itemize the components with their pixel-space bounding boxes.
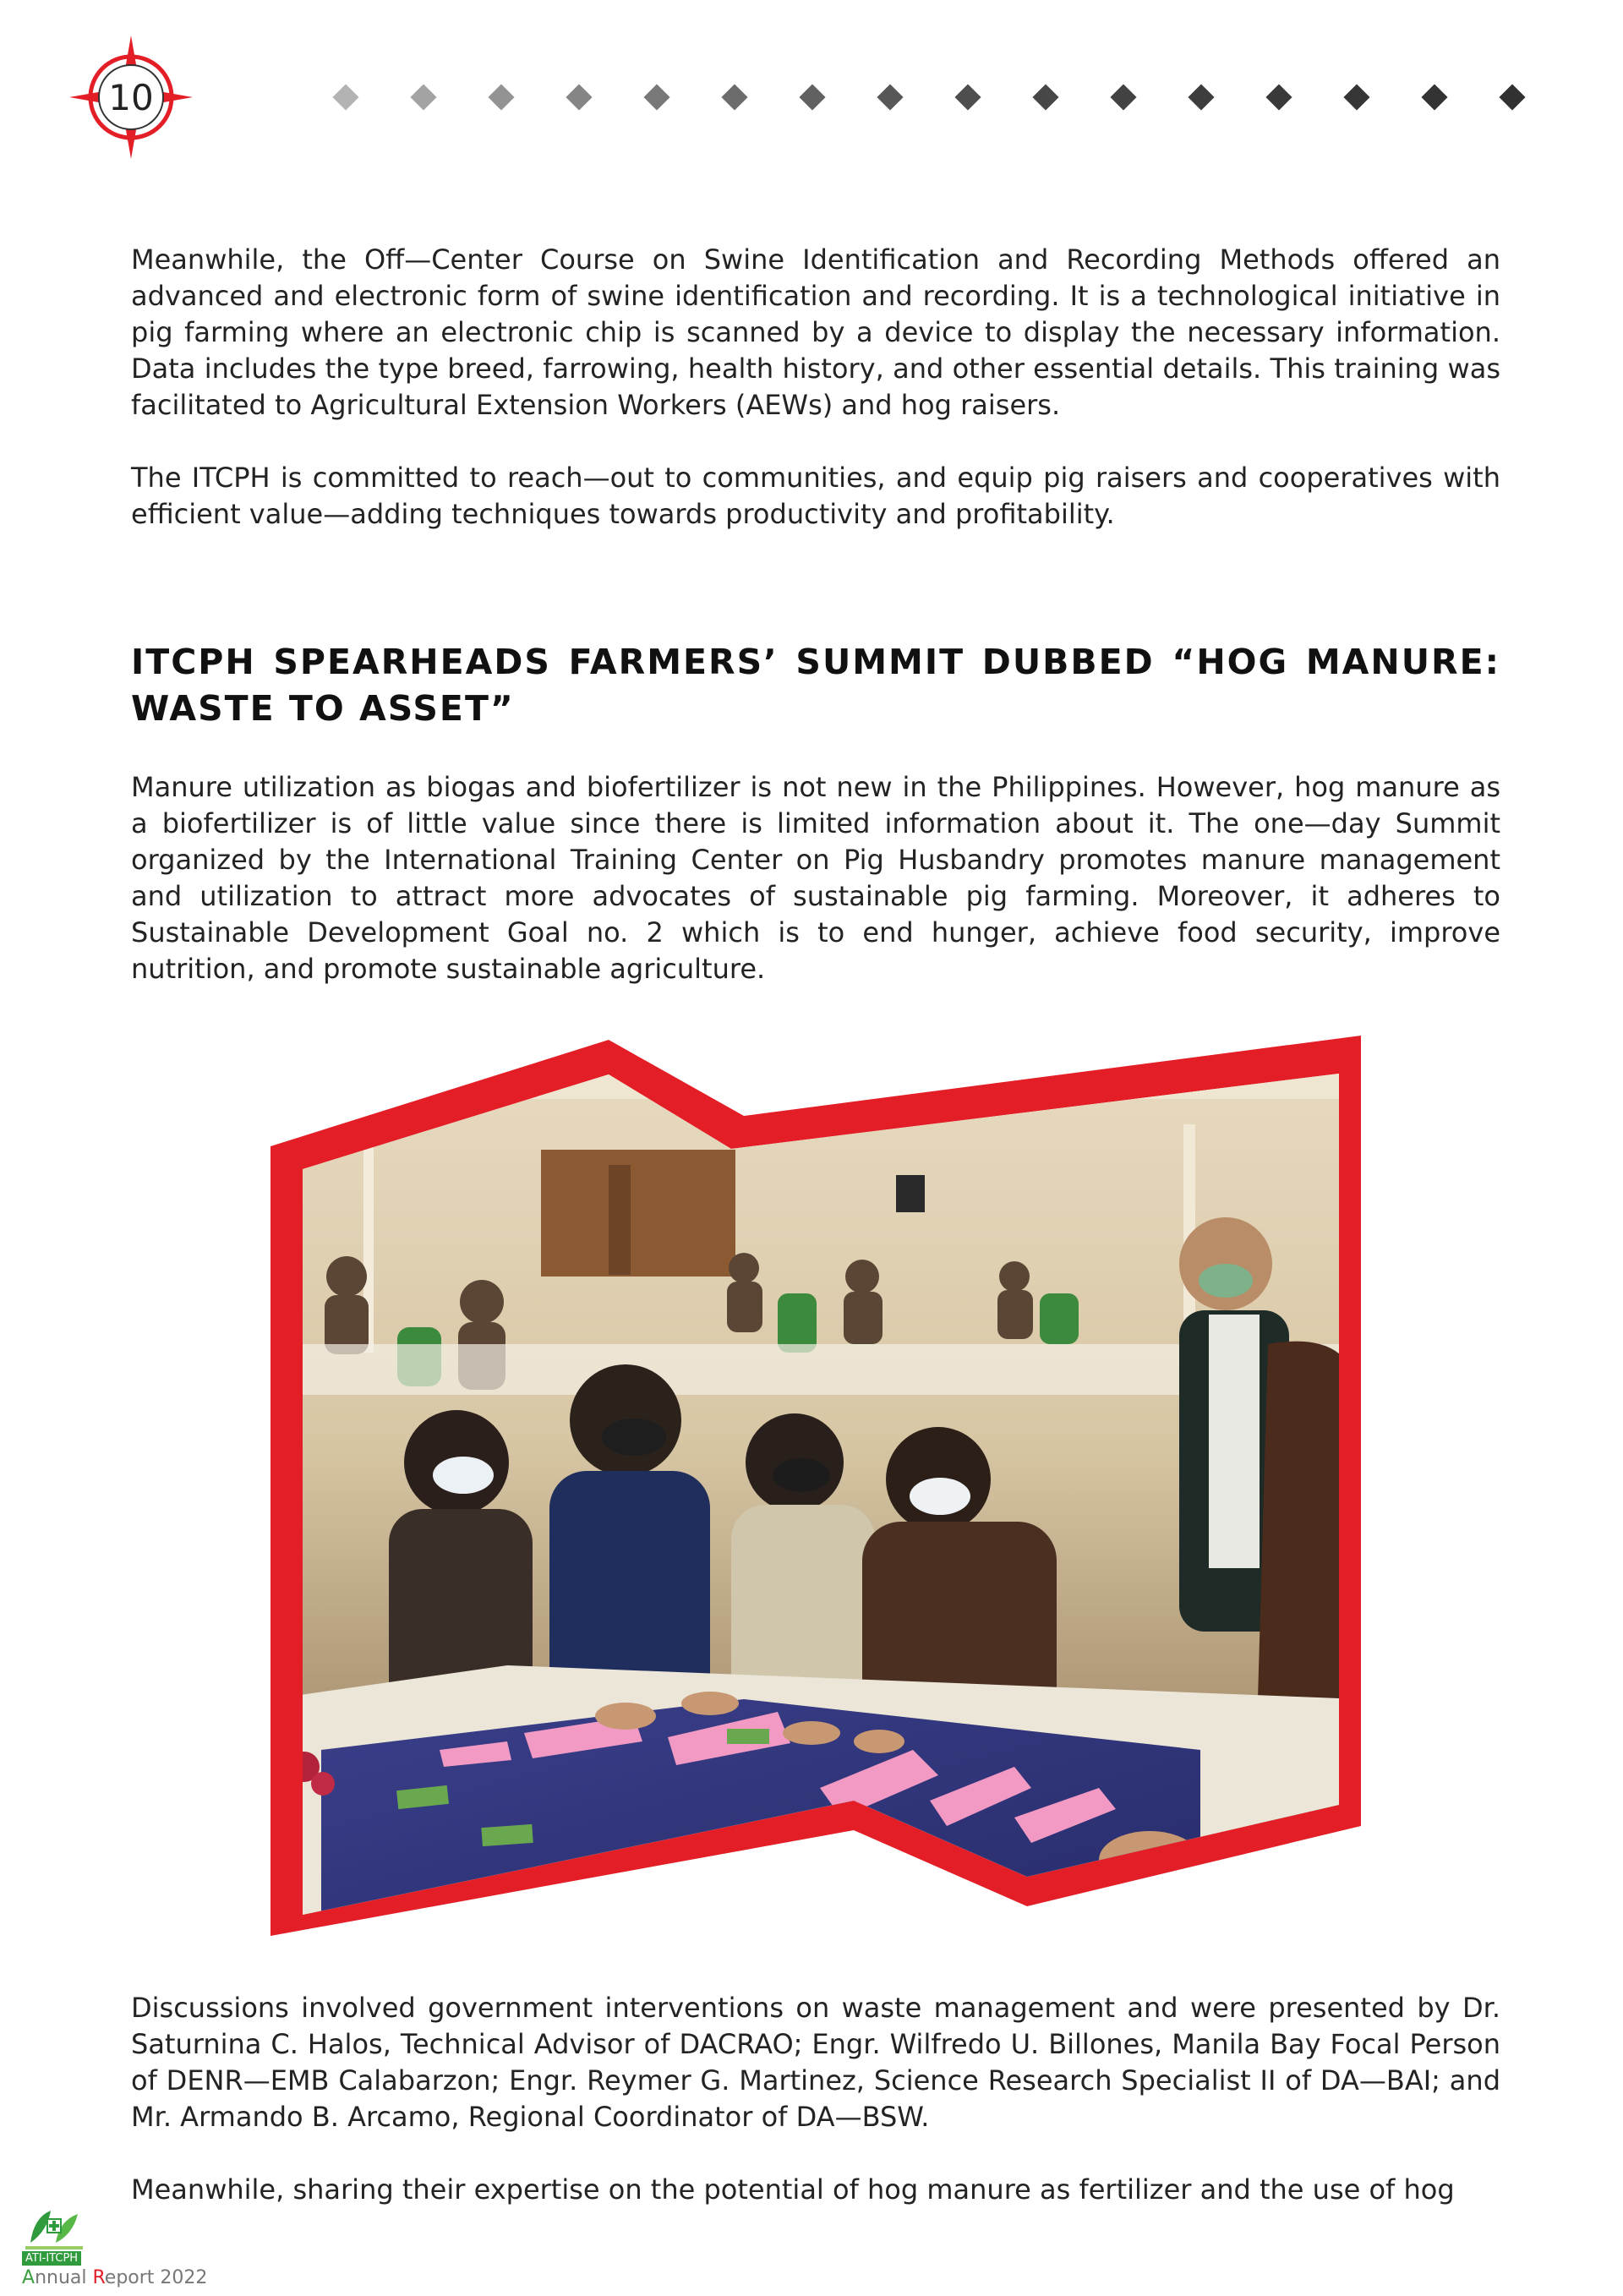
- diamond-icon: [799, 84, 825, 110]
- diamond-icon: [1343, 84, 1369, 110]
- diamond-icon: [488, 84, 514, 110]
- diamond-icon: [1188, 84, 1214, 110]
- ati-itcph-logo: [22, 2202, 86, 2253]
- footer-report-label: [22, 2267, 207, 2288]
- diamond-icon: [1032, 84, 1058, 110]
- diamond-icon: [1499, 84, 1525, 110]
- footer-org-label: ATI-ITCPH: [22, 2251, 81, 2266]
- diamond-icon: [1265, 84, 1292, 110]
- diamond-icon: [332, 84, 358, 110]
- page-number: 10: [108, 76, 154, 118]
- diamond-icon: [643, 84, 669, 110]
- paragraph-sharing-expertise: Meanwhile, sharing their expertise on the potential of hog manure as fertilizer and the use of hog: [131, 2173, 1455, 2206]
- diamond-icon: [566, 84, 592, 110]
- diamond-icon: [954, 84, 981, 110]
- footer-report-initial-r: R: [92, 2267, 105, 2288]
- footer-report-part-1: nnual: [35, 2267, 93, 2288]
- leaf-logo-icon: [22, 2202, 86, 2253]
- diamond-icon: [721, 84, 747, 110]
- diamond-icon: [1110, 84, 1136, 110]
- diamond-icon: [877, 84, 903, 110]
- footer-report-initial-a: A: [22, 2267, 36, 2288]
- paragraph-manure-utilization: Manure utilization as biogas and biofertilizer is not new in the Philippines. However, hog manure as a biofertilizer is of little value since there is limited information about it. The one—day Summit organized by the International Training Center on Pig Husbandry promotes manure management and utilization to attract more advocates of sustainable pig farming. Moreover, it adheres to Sustainable Development Goal no. 2 which is to end hunger, achieve food security, improve nutrition, and promote sustainable agriculture.: [131, 771, 1500, 985]
- summit-photo-illustration: [270, 1023, 1361, 1936]
- page-number-badge: [69, 36, 193, 159]
- diamond-divider: [336, 85, 1562, 115]
- diamond-icon: [410, 84, 436, 110]
- section-heading: ITCPH SPEARHEADS FARMERS’ SUMMIT DUBBED “HOG MANURE: WASTE TO ASSET”: [131, 642, 1500, 729]
- paragraph-itcph-commitment: The ITCPH is committed to reach—out to communities, and equip pig raisers and cooperatives with efficient value—adding techniques towards productivity and profitability.: [131, 462, 1500, 530]
- paragraph-swine-identification: Meanwhile, the Off—Center Course on Swine Identification and Recording Methods offered an advanced and electronic form of swine identification and recording. It is a technological initiative in pig farming where an electronic chip is scanned by a device to display the necessary information. Data includes the type breed, farrowing, health history, and other essential details. This training was facilitated to Agricultural Extension Workers (AEWs) and hog raisers.: [131, 243, 1500, 421]
- footer-report-part-2: eport 2022: [104, 2267, 208, 2288]
- diamond-icon: [1421, 84, 1447, 110]
- paragraph-discussions: Discussions involved government interventions on waste management and were presented by Dr. Saturnina C. Halos, Technical Advisor of DACRAO; Engr. Wilfredo U. Billones, Manila Bay Focal Person of DENR—EMB Calabarzon; Engr. Reymer G. Martinez, Science Research Specialist II of DA—BAI; and Mr. Armando B. Arcamo, Regional Coordinator of DA—BSW.: [131, 1992, 1500, 2133]
- summit-photo: [270, 1023, 1361, 1936]
